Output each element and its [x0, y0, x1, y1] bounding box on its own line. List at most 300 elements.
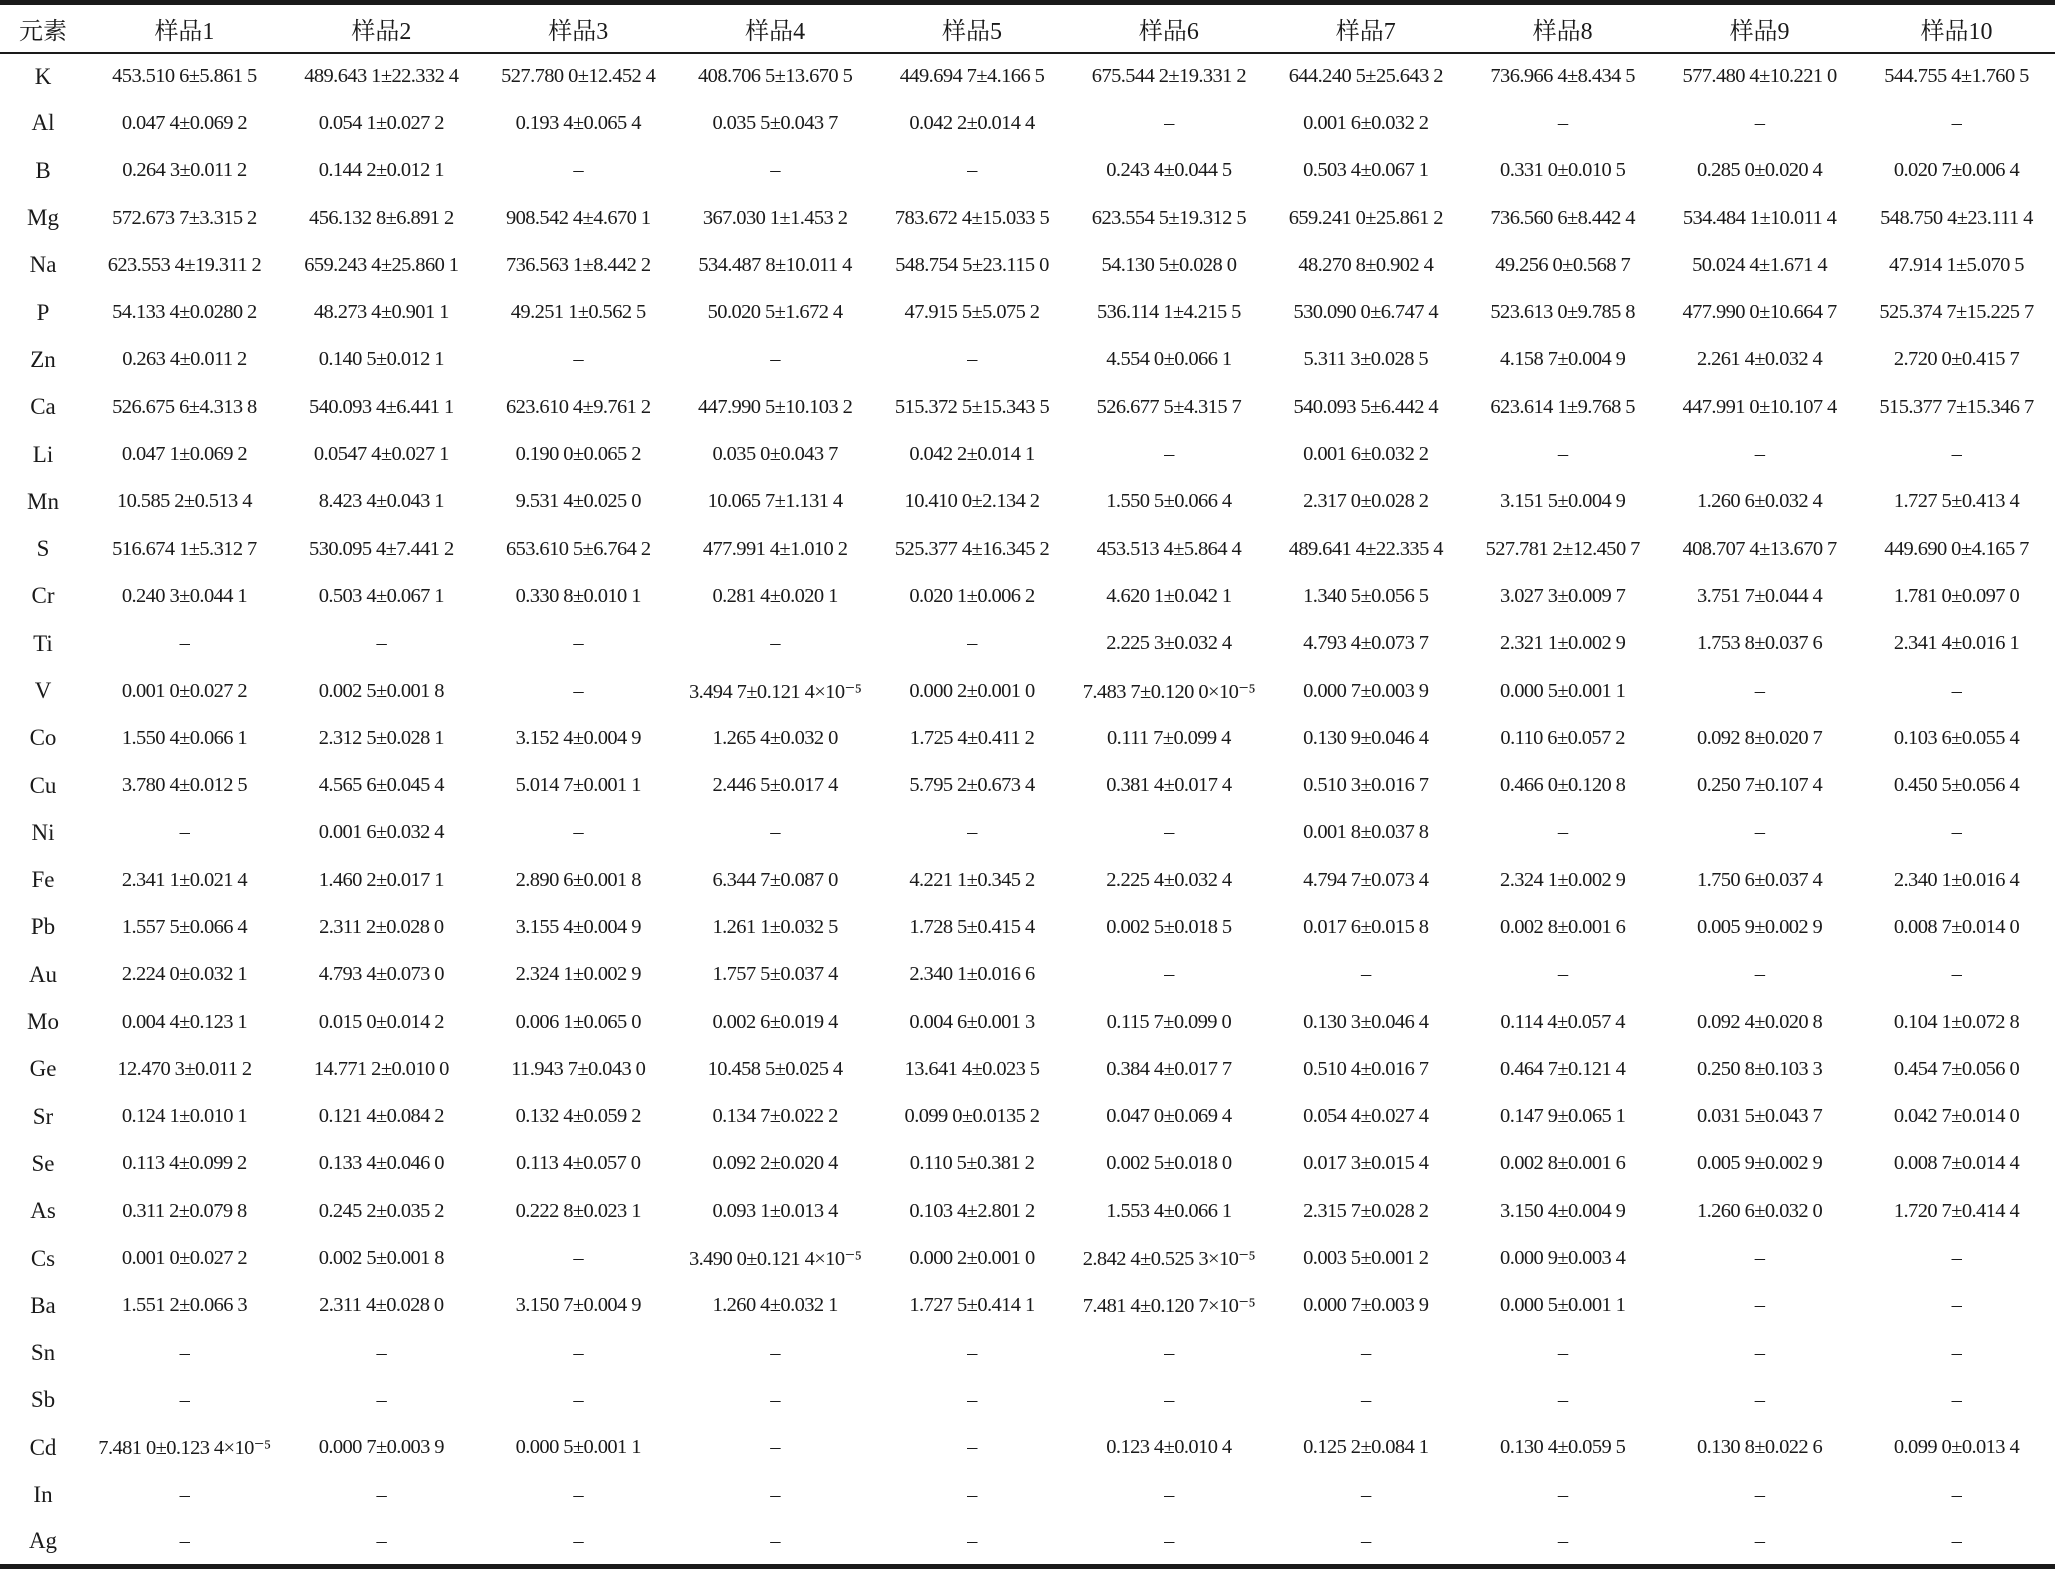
- value-cell: 0.123 4±0.010 4: [1106, 1436, 1232, 1459]
- value-cell: 1.757 5±0.037 4: [712, 963, 838, 986]
- table-row: [0, 242, 2055, 289]
- value-cell: –: [770, 821, 780, 844]
- value-cell: 13.641 4±0.023 5: [904, 1057, 1040, 1080]
- value-cell: 1.553 4±0.066 1: [1106, 1199, 1232, 1222]
- value-cell: –: [1360, 1388, 1371, 1411]
- value-cell: –: [1360, 1341, 1371, 1364]
- value-cell: 2.324 1±0.002 9: [515, 963, 641, 986]
- element-symbol-cell: As: [30, 1198, 56, 1224]
- value-cell: 0.510 3±0.016 7: [1303, 774, 1429, 797]
- value-cell: 1.781 0±0.097 0: [1893, 584, 2020, 607]
- value-cell: 449.694 7±4.166 5: [899, 65, 1045, 88]
- value-cell: 536.114 1±4.215 5: [1097, 301, 1241, 324]
- value-cell: 0.103 4±2.801 2: [909, 1199, 1035, 1222]
- value-cell: 0.140 5±0.012 1: [318, 348, 444, 371]
- table-row: [0, 147, 2055, 194]
- element-symbol-cell: Li: [32, 441, 54, 467]
- value-cell: 1.260 6±0.032 4: [1696, 490, 1823, 513]
- table-row: [0, 667, 2055, 714]
- element-symbol-cell: Ca: [30, 394, 56, 420]
- value-cell: 2.321 1±0.002 9: [1500, 632, 1626, 655]
- value-cell: 4.221 1±0.345 2: [909, 868, 1035, 891]
- value-cell: –: [874, 1519, 1071, 1566]
- value-cell: –: [1661, 1519, 1858, 1566]
- value-cell: 0.000 7±0.003 9: [1303, 679, 1429, 702]
- value-cell: 534.484 1±10.011 4: [1682, 206, 1837, 229]
- element-symbol-cell: S: [36, 536, 50, 562]
- value-cell: 0.466 0±0.120 8: [1500, 774, 1626, 797]
- value-cell: –: [1754, 1483, 1765, 1506]
- value-cell: 0.002 5±0.001 8: [318, 679, 444, 702]
- value-cell: 540.093 4±6.441 1: [309, 395, 454, 418]
- value-cell: 0.240 3±0.044 1: [121, 584, 248, 607]
- value-cell: 12.470 3±0.011 2: [117, 1057, 252, 1080]
- value-cell: 3.490 0±0.121 4×10⁻⁵: [688, 1248, 862, 1271]
- value-cell: 644.240 5±25.643 2: [1288, 65, 1443, 88]
- value-cell: 0.133 4±0.046 0: [318, 1152, 444, 1175]
- element-symbol-cell: Ag: [0, 1519, 86, 1566]
- value-cell: 515.377 7±15.346 7: [1879, 395, 2034, 418]
- table-row: [0, 620, 2055, 667]
- value-cell: 3.780 4±0.012 5: [121, 774, 248, 797]
- value-cell: 0.104 1±0.072 8: [1893, 1010, 2020, 1033]
- value-cell: 0.054 4±0.027 4: [1303, 1105, 1429, 1128]
- value-cell: 1.727 5±0.413 4: [1893, 490, 2020, 513]
- value-cell: –: [1754, 963, 1765, 986]
- value-cell: –: [1754, 1388, 1765, 1411]
- value-cell: –: [179, 632, 190, 655]
- value-cell: 54.133 4±0.0280 2: [112, 301, 257, 324]
- column-header-sample: 样品6: [1070, 3, 1267, 53]
- value-cell: –: [967, 1341, 977, 1364]
- value-cell: –: [376, 632, 387, 655]
- value-cell: 10.065 7±1.131 4: [707, 490, 843, 513]
- value-cell: 5.795 2±0.673 4: [909, 774, 1035, 797]
- value-cell: 623.614 1±9.768 5: [1490, 395, 1635, 418]
- value-cell: 0.250 7±0.107 4: [1696, 774, 1823, 797]
- value-cell: 530.095 4±7.441 2: [309, 537, 454, 560]
- value-cell: 736.563 1±8.442 2: [505, 253, 651, 276]
- value-cell: 0.114 4±0.057 4: [1500, 1010, 1625, 1033]
- value-cell: 0.000 7±0.003 9: [1303, 1294, 1429, 1317]
- value-cell: 453.513 4±5.864 4: [1096, 537, 1242, 560]
- value-cell: 0.384 4±0.017 7: [1106, 1057, 1232, 1080]
- value-cell: –: [1754, 679, 1765, 702]
- value-cell: 0.113 4±0.099 2: [122, 1152, 247, 1175]
- value-cell: 526.677 5±4.315 7: [1096, 395, 1242, 418]
- value-cell: 1.728 5±0.415 4: [909, 915, 1035, 938]
- table-row: [0, 289, 2055, 336]
- value-cell: 0.042 7±0.014 0: [1893, 1105, 2020, 1128]
- value-cell: 0.093 1±0.013 4: [712, 1199, 838, 1222]
- value-cell: 0.092 4±0.020 8: [1696, 1010, 1823, 1033]
- element-symbol-cell: Mo: [27, 1009, 59, 1035]
- value-cell: 367.030 1±1.453 2: [702, 206, 848, 229]
- value-cell: –: [86, 1519, 283, 1566]
- value-cell: –: [677, 1519, 874, 1566]
- value-cell: 1.260 4±0.032 1: [712, 1294, 838, 1317]
- value-cell: 0.000 9±0.003 4: [1500, 1247, 1626, 1270]
- value-cell: 0.004 6±0.001 3: [909, 1010, 1035, 1033]
- value-cell: 783.672 4±15.033 5: [894, 206, 1050, 229]
- value-cell: 0.130 3±0.046 4: [1303, 1010, 1429, 1033]
- value-cell: 0.130 4±0.059 5: [1500, 1436, 1626, 1459]
- value-cell: 4.620 1±0.042 1: [1106, 584, 1232, 607]
- value-cell: 3.151 5±0.004 9: [1500, 490, 1626, 513]
- value-cell: 2.324 1±0.002 9: [1500, 868, 1626, 891]
- value-cell: 0.035 5±0.043 7: [712, 111, 838, 134]
- value-cell: –: [1754, 1247, 1765, 1270]
- value-cell: –: [1754, 1294, 1765, 1317]
- element-symbol-cell: Zn: [30, 346, 56, 372]
- value-cell: –: [179, 1388, 190, 1411]
- element-symbol-cell: Cd: [29, 1434, 57, 1460]
- value-cell: –: [1164, 111, 1174, 134]
- element-symbol-cell: P: [36, 299, 50, 325]
- value-cell: 1.725 4±0.411 2: [909, 726, 1035, 749]
- value-cell: –: [573, 1388, 584, 1411]
- value-cell: 623.610 4±9.761 2: [505, 395, 651, 418]
- value-cell: 0.330 8±0.010 1: [515, 584, 641, 607]
- value-cell: 0.035 0±0.043 7: [712, 443, 838, 466]
- value-cell: 736.966 4±8.434 5: [1490, 65, 1635, 88]
- value-cell: 659.243 4±25.860 1: [304, 253, 459, 276]
- value-cell: 523.613 0±9.785 8: [1490, 301, 1635, 324]
- value-cell: 0.020 7±0.006 4: [1893, 159, 2020, 182]
- value-cell: 0.002 5±0.001 8: [318, 1247, 444, 1270]
- value-cell: 0.113 4±0.057 0: [515, 1152, 641, 1175]
- value-cell: 2.225 4±0.032 4: [1106, 868, 1232, 891]
- value-cell: 0.134 7±0.022 2: [712, 1105, 838, 1128]
- value-cell: 50.020 5±1.672 4: [707, 301, 843, 324]
- value-cell: 0.311 2±0.079 8: [122, 1199, 247, 1222]
- value-cell: –: [283, 1519, 480, 1566]
- column-header-sample: 样品3: [480, 3, 677, 53]
- value-cell: 0.017 6±0.015 8: [1303, 915, 1429, 938]
- value-cell: 408.707 4±13.670 7: [1682, 537, 1837, 560]
- value-cell: 2.720 0±0.415 7: [1893, 348, 2020, 371]
- value-cell: 7.483 7±0.120 0×10⁻⁵: [1082, 680, 1256, 703]
- value-cell: 47.914 1±5.070 5: [1889, 253, 2024, 276]
- value-cell: 447.991 0±10.107 4: [1682, 395, 1837, 418]
- value-cell: –: [967, 1483, 977, 1506]
- value-cell: 0.042 2±0.014 1: [909, 443, 1035, 466]
- value-cell: 0.281 4±0.020 1: [712, 584, 838, 607]
- value-cell: 525.374 7±15.225 7: [1879, 301, 2034, 324]
- value-cell: 1.265 4±0.032 0: [712, 726, 838, 749]
- value-cell: –: [1951, 821, 1962, 844]
- column-header-sample: 样品8: [1464, 3, 1661, 53]
- value-cell: 0.193 4±0.065 4: [515, 111, 641, 134]
- value-cell: 0.002 6±0.019 4: [712, 1010, 838, 1033]
- value-cell: 1.720 7±0.414 4: [1893, 1199, 2020, 1222]
- value-cell: 8.423 4±0.043 1: [318, 490, 444, 513]
- value-cell: 0.121 4±0.084 2: [318, 1105, 444, 1128]
- value-cell: 0.001 0±0.027 2: [121, 1247, 248, 1270]
- table-row: [0, 809, 2055, 856]
- element-symbol-cell: Cu: [29, 772, 57, 798]
- table-row: [0, 194, 2055, 241]
- element-symbol-cell: Al: [31, 110, 55, 136]
- value-cell: –: [1951, 443, 1962, 466]
- value-cell: 1.727 5±0.414 1: [909, 1294, 1035, 1317]
- value-cell: –: [1951, 1247, 1962, 1270]
- value-cell: 0.190 0±0.065 2: [515, 443, 641, 466]
- value-cell: 0.130 8±0.022 6: [1696, 1436, 1823, 1459]
- value-cell: 6.344 7±0.087 0: [712, 868, 838, 891]
- value-cell: 527.780 0±12.452 4: [501, 65, 656, 88]
- value-cell: –: [1360, 1483, 1371, 1506]
- value-cell: –: [1557, 1388, 1568, 1411]
- value-cell: 0.243 4±0.044 5: [1106, 159, 1232, 182]
- table-row: [0, 1377, 2055, 1424]
- value-cell: 525.377 4±16.345 2: [894, 537, 1050, 560]
- value-cell: 0.125 2±0.084 1: [1303, 1436, 1429, 1459]
- value-cell: 908.542 4±4.670 1: [505, 206, 651, 229]
- element-symbol-cell: Ni: [31, 819, 55, 845]
- element-symbol-cell: In: [33, 1482, 53, 1508]
- element-symbol-cell: Sr: [32, 1103, 54, 1129]
- table-body: [0, 53, 2055, 1567]
- value-cell: –: [770, 348, 780, 371]
- value-cell: 0.001 8±0.037 8: [1303, 821, 1429, 844]
- value-cell: –: [1951, 1388, 1962, 1411]
- value-cell: 516.674 1±5.312 7: [112, 537, 257, 560]
- value-cell: 2.311 4±0.028 0: [319, 1294, 444, 1317]
- value-cell: –: [1557, 1341, 1568, 1364]
- value-cell: –: [1951, 1483, 1962, 1506]
- value-cell: 5.014 7±0.001 1: [515, 774, 641, 797]
- value-cell: 0.103 6±0.055 4: [1893, 726, 2020, 749]
- value-cell: 3.152 4±0.004 9: [515, 726, 641, 749]
- value-cell: 489.643 1±22.332 4: [304, 65, 459, 88]
- value-cell: 0.381 4±0.017 4: [1106, 774, 1232, 797]
- element-symbol-cell: Na: [29, 252, 57, 278]
- value-cell: –: [1164, 1483, 1174, 1506]
- value-cell: 0.031 5±0.043 7: [1696, 1105, 1823, 1128]
- value-cell: 2.312 5±0.028 1: [318, 726, 444, 749]
- value-cell: 3.150 7±0.004 9: [515, 1294, 641, 1317]
- value-cell: 47.915 5±5.075 2: [904, 301, 1040, 324]
- value-cell: –: [967, 1388, 977, 1411]
- value-cell: 534.487 8±10.011 4: [698, 253, 852, 276]
- table-row: [0, 53, 2055, 100]
- element-symbol-cell: Cs: [30, 1245, 56, 1271]
- table-row: [0, 100, 2055, 147]
- table-header: [0, 3, 2055, 53]
- column-header-element: 元素: [0, 3, 86, 53]
- value-cell: 2.311 2±0.028 0: [319, 915, 444, 938]
- value-cell: –: [376, 1388, 387, 1411]
- value-cell: 2.341 4±0.016 1: [1893, 632, 2020, 655]
- value-cell: –: [1557, 111, 1568, 134]
- value-cell: 3.155 4±0.004 9: [515, 915, 641, 938]
- table-row: [0, 431, 2055, 478]
- value-cell: –: [1754, 821, 1765, 844]
- value-cell: –: [967, 348, 977, 371]
- value-cell: 0.004 4±0.123 1: [121, 1010, 248, 1033]
- value-cell: –: [967, 632, 977, 655]
- value-cell: 3.150 4±0.004 9: [1500, 1199, 1626, 1222]
- value-cell: 2.340 1±0.016 4: [1893, 868, 2020, 891]
- value-cell: 4.793 4±0.073 0: [318, 963, 444, 986]
- value-cell: 0.006 1±0.065 0: [515, 1010, 641, 1033]
- value-cell: –: [1754, 1341, 1765, 1364]
- value-cell: –: [770, 1483, 780, 1506]
- value-cell: 0.001 6±0.032 2: [1303, 443, 1429, 466]
- value-cell: –: [1557, 821, 1568, 844]
- value-cell: –: [1754, 111, 1765, 134]
- value-cell: 0.000 5±0.001 1: [1500, 1294, 1626, 1317]
- value-cell: 0.285 0±0.020 4: [1696, 159, 1823, 182]
- value-cell: 2.890 6±0.001 8: [515, 868, 641, 891]
- value-cell: –: [1360, 963, 1371, 986]
- value-cell: 0.331 0±0.010 5: [1500, 159, 1626, 182]
- value-cell: –: [480, 1519, 677, 1566]
- table-row: [0, 1093, 2055, 1140]
- value-cell: 449.690 0±4.165 7: [1884, 537, 2029, 560]
- table-row: [0, 384, 2055, 431]
- value-cell: 0.099 0±0.0135 2: [904, 1105, 1040, 1128]
- value-cell: 10.458 5±0.025 4: [707, 1057, 843, 1080]
- value-cell: 49.256 0±0.568 7: [1495, 253, 1631, 276]
- value-cell: 0.000 7±0.003 9: [318, 1436, 444, 1459]
- table-row: [0, 1140, 2055, 1187]
- value-cell: 4.554 0±0.066 1: [1106, 348, 1232, 371]
- value-cell: –: [1164, 1388, 1174, 1411]
- value-cell: –: [1951, 1341, 1962, 1364]
- element-symbol-cell: Sn: [30, 1340, 56, 1366]
- value-cell: –: [1858, 1519, 2055, 1566]
- value-cell: –: [1557, 443, 1568, 466]
- table-row: [0, 1282, 2055, 1329]
- value-cell: 0.110 5±0.381 2: [909, 1152, 1035, 1175]
- table-row: [0, 904, 2055, 951]
- value-cell: 0.000 2±0.001 0: [909, 679, 1035, 702]
- value-cell: 0.002 5±0.018 0: [1106, 1152, 1232, 1175]
- value-cell: –: [1164, 963, 1174, 986]
- element-symbol-cell: Sb: [30, 1387, 56, 1413]
- value-cell: –: [573, 1341, 584, 1364]
- value-cell: 0.147 9±0.065 1: [1500, 1105, 1626, 1128]
- column-header-sample: 样品4: [677, 3, 874, 53]
- value-cell: 408.706 5±13.670 5: [698, 65, 853, 88]
- column-header-sample: 样品9: [1661, 3, 1858, 53]
- table-row: [0, 762, 2055, 809]
- value-cell: –: [573, 348, 584, 371]
- element-symbol-cell: V: [34, 678, 52, 703]
- element-symbol-cell: Au: [28, 961, 58, 987]
- element-symbol-cell: Fe: [31, 867, 55, 893]
- table-row: [0, 857, 2055, 904]
- value-cell: 0.008 7±0.014 4: [1893, 1152, 2020, 1175]
- value-cell: 477.991 4±1.010 2: [702, 537, 848, 560]
- value-cell: 1.260 6±0.032 0: [1696, 1199, 1823, 1222]
- element-symbol-cell: K: [34, 63, 52, 89]
- value-cell: 0.503 4±0.067 1: [318, 584, 444, 607]
- value-cell: 2.225 3±0.032 4: [1106, 632, 1232, 655]
- value-cell: –: [967, 159, 977, 182]
- value-cell: 0.110 6±0.057 2: [1500, 726, 1625, 749]
- value-cell: –: [770, 632, 780, 655]
- value-cell: –: [1754, 443, 1765, 466]
- value-cell: 0.042 2±0.014 4: [909, 111, 1035, 134]
- header-row: [0, 3, 2055, 53]
- value-cell: 659.241 0±25.861 2: [1288, 206, 1443, 229]
- value-cell: –: [573, 1247, 584, 1270]
- value-cell: 0.263 4±0.011 2: [122, 348, 247, 371]
- value-cell: –: [1557, 963, 1568, 986]
- value-cell: 3.751 7±0.044 4: [1696, 584, 1823, 607]
- value-cell: 623.554 5±19.312 5: [1091, 206, 1246, 229]
- value-cell: –: [770, 159, 780, 182]
- value-cell: 4.793 4±0.073 7: [1303, 632, 1429, 655]
- table-row: [0, 1471, 2055, 1518]
- value-cell: 0.0547 4±0.027 1: [313, 443, 449, 466]
- value-cell: 0.115 7±0.099 0: [1106, 1010, 1232, 1033]
- value-cell: 447.990 5±10.103 2: [698, 395, 853, 418]
- value-cell: 0.001 0±0.027 2: [121, 679, 248, 702]
- value-cell: 530.090 0±6.747 4: [1293, 301, 1439, 324]
- value-cell: –: [179, 1341, 190, 1364]
- value-cell: 0.503 4±0.067 1: [1303, 159, 1429, 182]
- value-cell: –: [179, 1483, 190, 1506]
- value-cell: 49.251 1±0.562 5: [510, 301, 646, 324]
- table-row: [0, 1424, 2055, 1471]
- value-cell: 0.099 0±0.013 4: [1893, 1436, 2020, 1459]
- column-header-sample: 样品10: [1858, 3, 2055, 53]
- value-cell: –: [1164, 1341, 1174, 1364]
- value-cell: –: [1951, 111, 1962, 134]
- value-cell: 0.047 4±0.069 2: [121, 111, 248, 134]
- value-cell: 477.990 0±10.664 7: [1682, 301, 1837, 324]
- value-cell: –: [1164, 821, 1174, 844]
- value-cell: 0.047 0±0.069 4: [1106, 1105, 1232, 1128]
- table-row: [0, 1330, 2055, 1377]
- value-cell: –: [573, 159, 584, 182]
- value-cell: 0.020 1±0.006 2: [909, 584, 1035, 607]
- table-row: [0, 1046, 2055, 1093]
- value-cell: –: [1951, 1294, 1962, 1317]
- column-header-sample: 样品7: [1267, 3, 1464, 53]
- value-cell: 9.531 4±0.025 0: [515, 490, 641, 513]
- element-symbol-cell: Se: [31, 1150, 55, 1176]
- value-cell: 2.842 4±0.525 3×10⁻⁵: [1082, 1248, 1256, 1271]
- value-cell: 4.158 7±0.004 9: [1500, 348, 1626, 371]
- value-cell: –: [573, 632, 584, 655]
- table-row: [0, 715, 2055, 762]
- value-cell: 1.261 1±0.032 5: [712, 915, 838, 938]
- value-cell: 0.450 5±0.056 4: [1893, 774, 2020, 797]
- element-symbol-cell: Pb: [30, 914, 56, 940]
- value-cell: –: [1070, 1519, 1267, 1566]
- value-cell: 2.446 5±0.017 4: [712, 774, 838, 797]
- value-cell: 10.410 0±2.134 2: [904, 490, 1040, 513]
- value-cell: 0.454 7±0.056 0: [1893, 1057, 2020, 1080]
- value-cell: 11.943 7±0.043 0: [511, 1057, 646, 1080]
- table-row: [0, 951, 2055, 998]
- table-row: [0, 525, 2055, 572]
- value-cell: 0.002 8±0.001 6: [1500, 1152, 1626, 1175]
- value-cell: –: [573, 1483, 584, 1506]
- table-row: [0, 1235, 2055, 1282]
- value-cell: 4.565 6±0.045 4: [318, 774, 444, 797]
- value-cell: 572.673 7±3.315 2: [112, 206, 257, 229]
- element-symbol-cell: B: [35, 157, 51, 183]
- value-cell: 0.001 6±0.032 4: [318, 821, 444, 844]
- value-cell: 0.015 0±0.014 2: [318, 1010, 444, 1033]
- value-cell: 48.270 8±0.902 4: [1298, 253, 1434, 276]
